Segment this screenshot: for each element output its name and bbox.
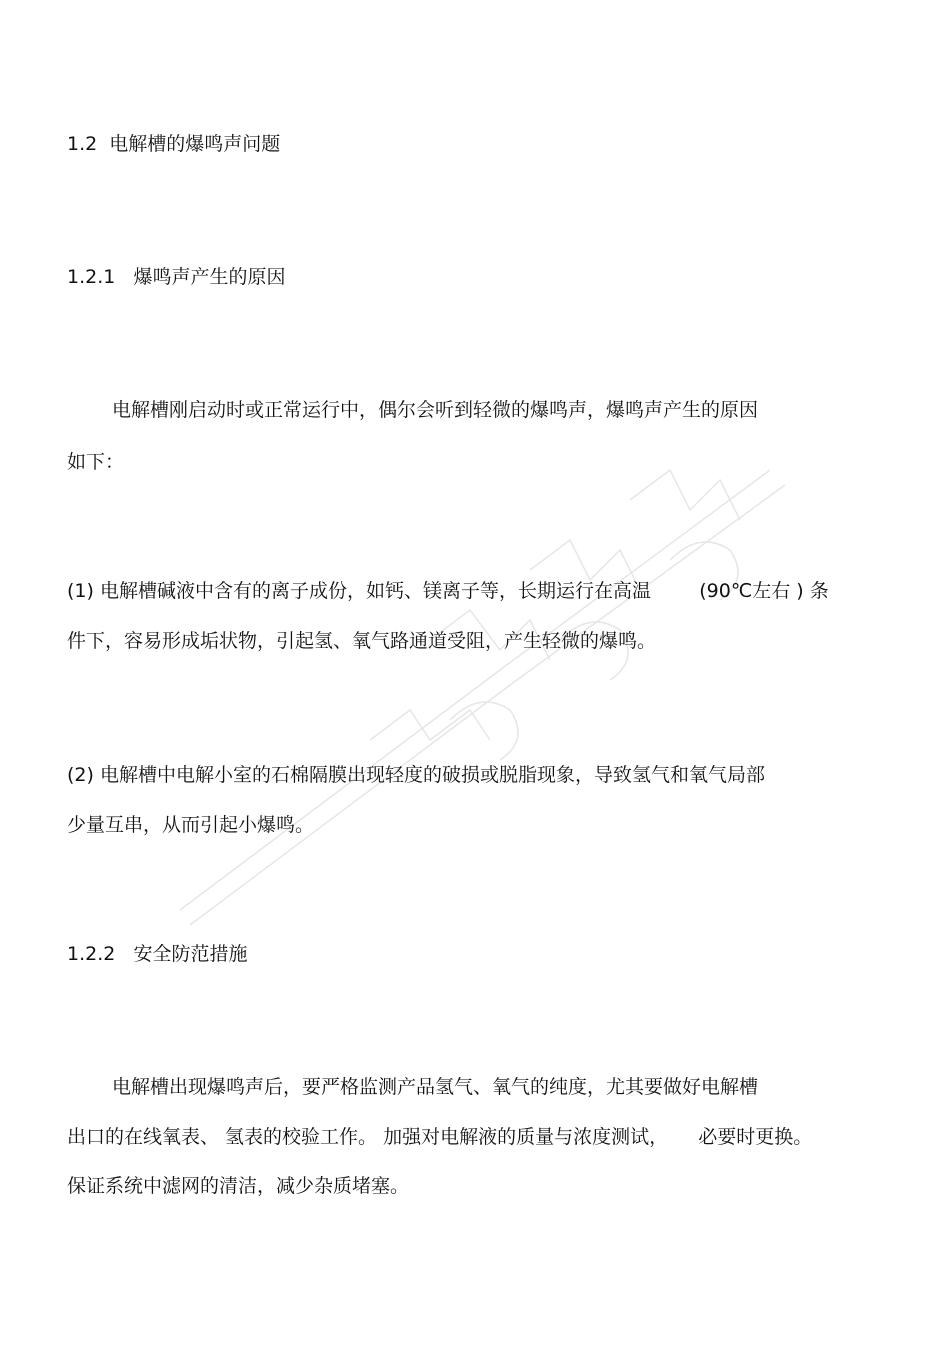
paragraph-safety-line-2: 出口的在线氧表、 氢表的校验工作。 加强对电解液的质量与浓度测试， 必要时更换。: [67, 1126, 813, 1148]
section-heading-1-2: 1.2 电解槽的爆鸣声问题: [67, 133, 281, 155]
section-heading-1-2-1: 1.2.1 爆鸣声产生的原因: [67, 266, 286, 288]
paragraph-safety-line-1: 电解槽出现爆鸣声后，要严格监测产品氢气、氧气的纯度，尤其要做好电解槽: [112, 1076, 759, 1098]
watermark-icon: [170, 410, 830, 930]
paragraph-intro-line-2: 如下：: [67, 451, 125, 473]
paragraph-intro-line-1: 电解槽刚启动时或正常运行中，偶尔会听到轻微的爆鸣声，爆鸣声产生的原因: [112, 399, 759, 421]
section-heading-1-2-2: 1.2.2 安全防范措施: [67, 943, 248, 965]
list-item-1-line-2: 件下，容易形成垢状物，引起氢、氧气路通道受阻，产生轻微的爆鸣。: [67, 630, 657, 652]
list-item-2-line-2: 少量互串，从而引起小爆鸣。: [67, 814, 315, 836]
list-item-1-line-1: (1) 电解槽碱液中含有的离子成份，如钙、镁离子等，长期运行在高温 (90℃左右 ) 条: [67, 580, 829, 602]
paragraph-safety-line-3: 保证系统中滤网的清洁，减少杂质堵塞。: [67, 1175, 410, 1197]
list-item-2-line-1: (2) 电解槽中电解小室的石棉隔膜出现轻度的破损或脱脂现象，导致氢气和氧气局部: [67, 764, 765, 786]
